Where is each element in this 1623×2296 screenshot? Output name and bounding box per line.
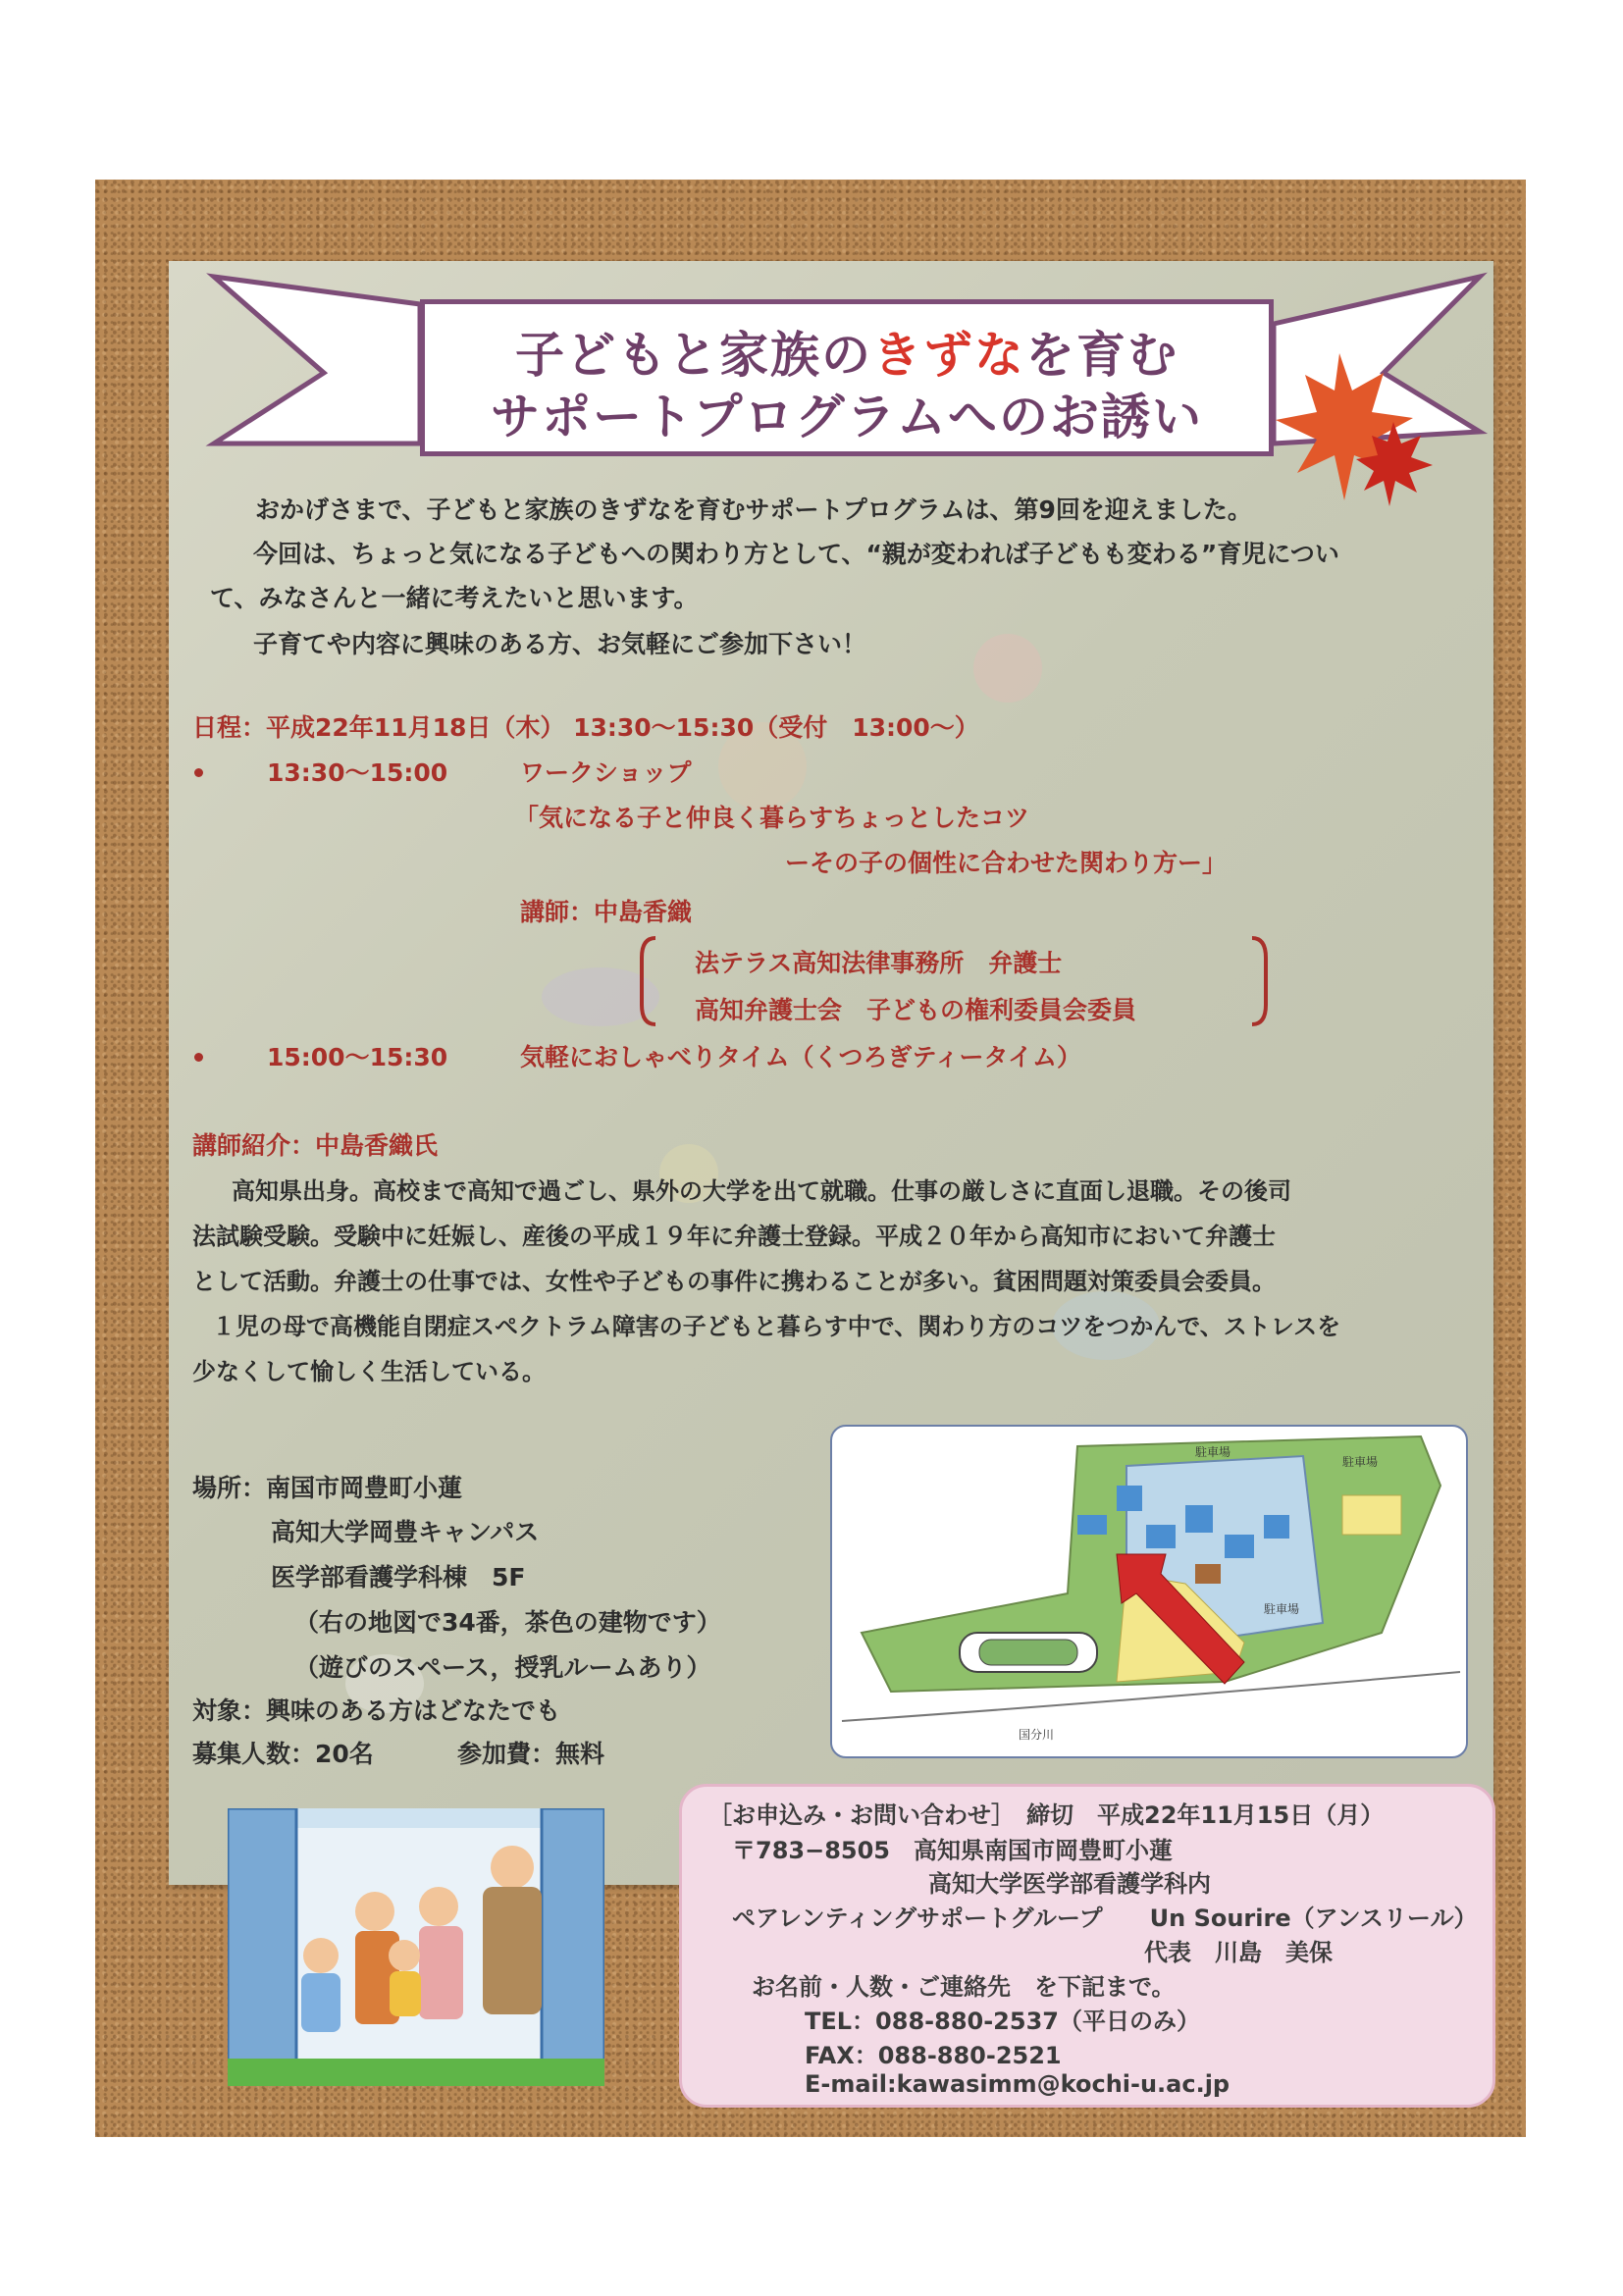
- contact-dept: 高知大学医学部看護学科内: [928, 1870, 1211, 1898]
- title-line-1: 子どもと家族のきずなを育む: [515, 327, 1178, 384]
- venue-campus: 高知大学岡豊キャンパス: [271, 1518, 540, 1546]
- contact-representative: 代表 川島 美保: [1144, 1939, 1333, 1966]
- family-window-illustration: [228, 1808, 604, 2086]
- bullet-icon: [194, 768, 203, 777]
- contact-instruction: お名前・人数・ご連絡先 を下記まで。: [752, 1973, 1176, 2001]
- schedule-date: 日程：平成22年11月18日（木） 13:30～15:30（受付 13:00～）: [192, 713, 979, 742]
- intro-line-4: 子育てや内容に興味のある方、お気軽にご参加下さい！: [253, 630, 867, 658]
- lecturer-name: 講師：中島香織: [520, 898, 693, 926]
- intro-line-3: て、みなさんと一緒に考えたいと思います。: [210, 584, 699, 612]
- item1-subtitle-1: 「気になる子と仲良く暮らすちょっとしたコツ: [514, 804, 1030, 832]
- profile-line-2: 法試験受験。受験中に妊娠し、産後の平成１９年に弁護士登録。平成２０年から高知市において弁護士: [192, 1223, 1276, 1250]
- svg-text:駐車場: 駐車場: [1264, 1602, 1300, 1616]
- profile-heading: 講師紹介：中島香織氏: [192, 1131, 439, 1160]
- svg-text:駐車場: 駐車場: [1342, 1455, 1379, 1469]
- venue-building: 医学部看護学科棟 5F: [271, 1563, 526, 1592]
- contact-tel: TEL：088-880-2537（平日のみ）: [805, 2008, 1200, 2035]
- target-audience: 対象：興味のある方はどなたでも: [192, 1696, 561, 1725]
- contact-postal: 〒783−8505 高知県南国市岡豊町小蓮: [732, 1837, 1174, 1864]
- contact-email[interactable]: E-mail:kawasimm@kochi-u.ac.jp: [805, 2070, 1230, 2098]
- contact-fax: FAX：088-880-2521: [805, 2042, 1062, 2069]
- intro-line-1: おかげさまで、子どもと家族のきずなを育むサポートプログラムは、第9回を迎えました。: [255, 496, 1252, 524]
- profile-line-5: 少なくして愉しく生活している。: [192, 1358, 546, 1385]
- svg-text:国分川: 国分川: [1019, 1728, 1055, 1742]
- profile-line-4: １児の母で高機能自閉症スペクトラム障害の子どもと暮らす中で、関わり方のコツをつかんで、ストレスを: [212, 1313, 1341, 1340]
- participation-fee: 参加費：無料: [457, 1740, 605, 1768]
- venue-note-map: （右の地図で34番，茶色の建物です）: [294, 1608, 721, 1637]
- item1-time: 13:30～15:00: [267, 758, 448, 787]
- item2-time: 15:00～15:30: [267, 1043, 448, 1071]
- profile-line-3: として活動。弁護士の仕事では、女性や子どもの事件に携わることが多い。貧困問題対策委員会委員。: [192, 1268, 1276, 1295]
- item2-title: 気軽におしゃべりタイム（くつろぎティータイム）: [520, 1043, 1082, 1071]
- svg-text:駐車場: 駐車場: [1195, 1445, 1231, 1459]
- item1-title: ワークショップ: [520, 758, 692, 787]
- title-line-2: サポートプログラムへのお誘い: [491, 389, 1203, 445]
- campus-map: [830, 1425, 1468, 1758]
- venue-note-space: （遊びのスペース，授乳ルームあり）: [294, 1653, 711, 1682]
- intro-line-2: 今回は、ちょっと気になる子どもへの関わり方として、“親が変われば子どもも変わる”育児につい: [253, 540, 1339, 568]
- bullet-icon: [194, 1053, 203, 1062]
- venue-place: 場所：南国市岡豊町小蓮: [192, 1474, 463, 1502]
- contact-header: ［お申込み・お問い合わせ］ 締切 平成22年11月15日（月）: [708, 1801, 1385, 1829]
- lecturer-affiliation-2: 高知弁護士会 子どもの権利委員会委員: [695, 996, 1137, 1024]
- maple-leaf-icon: [1246, 334, 1442, 530]
- profile-line-1: 高知県出身。高校まで高知で過ごし、県外の大学を出て就職。仕事の厳しさに直面し退職。その後司: [232, 1177, 1291, 1205]
- item1-subtitle-2: ーその子の個性に合わせた関わり方ー」: [785, 849, 1228, 877]
- contact-group: ペアレンティングサポートグループ Un Sourire（アンスリール）: [732, 1905, 1478, 1932]
- capacity: 募集人数：20名: [192, 1740, 374, 1768]
- lecturer-affiliation-1: 法テラス高知法律事務所 弁護士: [695, 949, 1063, 977]
